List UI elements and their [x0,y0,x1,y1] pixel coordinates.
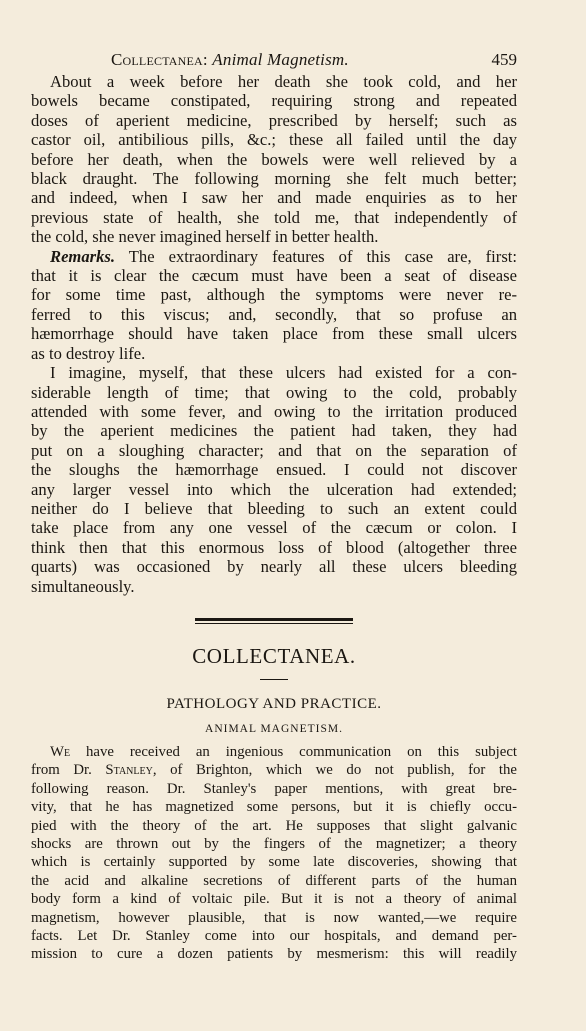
text-line: simultaneously. [31,576,135,596]
paragraph-animal-magnetism [31,743,517,964]
text-line [31,743,517,761]
text-line: and indeed, when I saw her and made enquiries as to her [31,188,517,208]
text-line: the sloughs the hæmorrhage ensued. I could not discover [31,460,517,480]
text-line: bowels became constipated, requiring strong and repeated [31,91,517,111]
text-line: black draught. The following morning she felt much better; [31,169,517,189]
text-line: attended with some fever, and owing to the irritation produced [31,401,517,421]
author-name: Stanley [105,762,153,779]
remarks-label: Remarks. [50,246,115,266]
text-line: take place from any one vessel of the cæcum or colon. I [31,518,517,538]
text-line: shocks are thrown out by the fingers of the magnetizer; a theory [31,836,517,852]
text-line: mission to cure a dozen patients by mesmerism: this will readily [31,946,517,963]
remarks-first-line: The extraordinary features of this case are, first: [115,246,517,266]
short-divider [260,679,288,680]
running-title [111,50,349,70]
text-line: the cold, she never imagined herself in better health. [31,227,379,247]
text-line: previous state of health, she told me, that independently of [31,207,517,227]
text-line: I imagine, myself, that these ulcers had existed for a con- [50,363,517,383]
text-line: magnetism, however plausible, that is now wanted,—we require [31,909,517,926]
text-line: that it is clear the cæcum must have been a seat of disease [31,266,517,286]
running-title-colon: : [202,50,208,69]
text-line: About a week before her death she took cold, and her [50,72,517,91]
text-line: hæmorrhage should have taken place from these small ulcers [31,324,517,344]
thin-rule [195,623,353,624]
text-line: put on a sloughing character; and that on the separation of [31,440,517,460]
text-line: following reason. Dr. Stanley's paper mentions, with great bre- [31,780,517,797]
page-number: 459 [491,50,517,69]
paragraph-remarks [31,247,517,363]
text-line: as to destroy life. [31,343,146,363]
double-rule-divider [195,618,353,624]
first-line-rest: have received an ingenious communication on this subject [70,743,517,760]
thick-rule [195,618,353,621]
line-fragment: , of Brighton, which we do not publish, for the [152,762,517,779]
running-head [31,44,517,72]
section-title: COLLECTANEA. [192,643,356,668]
subsection-title: PATHOLOGY AND PRACTICE. [166,695,382,712]
paragraph-ulcers-opinion [31,363,517,596]
text-line: facts. Let Dr. Stanley come into our hospitals, and demand per- [31,928,517,945]
line-fragment: from Dr. [31,762,106,779]
drop-word: We [50,743,71,760]
text-line: before her death, when the bowels were well relieved by a [31,149,517,169]
text-line: siderable length of time; that owing to the cold, probably [31,382,517,402]
text-line: body form a kind of voltaic pile. But it is not a theory of animal [31,891,517,908]
text-line: for some time past, although the symptoms were never re- [31,285,517,305]
text-line: quarts) was occasioned by nearly all these ulcers bleeding [31,557,517,577]
paragraph-illness-account [31,72,517,247]
text-line: ferred to this viscus; and, secondly, that so profuse an [31,304,517,324]
topic-title: ANIMAL MAGNETISM. [205,722,343,735]
text-line: which is certainly supported by some late discoveries, showing that [31,854,517,871]
running-title-topic: Animal Magnetism. [212,50,349,69]
text-line: neither do I believe that bleeding to such an extent could [31,498,517,518]
text-line: by the aperient medicines the patient had taken, they had [31,421,517,441]
text-line: doses of aperient medicine, prescribed by herself; such as [31,110,517,130]
book-page [31,44,517,964]
text-line [31,247,517,266]
text-line: vity, that he has magnetized some persons, but it is chiefly occu- [31,799,517,816]
text-line: castor oil, antibilious pills, &c.; these all failed until the day [31,130,517,150]
text-line: pied with the theory of the art. He supposes that slight galvanic [31,817,517,834]
text-line [31,761,517,779]
text-line: the acid and alkaline secretions of different parts of the human [31,872,517,889]
running-title-prefix: Collectanea [111,50,203,69]
text-line: any larger vessel into which the ulceration had extended; [31,479,517,499]
text-line: think then that this enormous loss of blood (altogether three [31,537,517,557]
